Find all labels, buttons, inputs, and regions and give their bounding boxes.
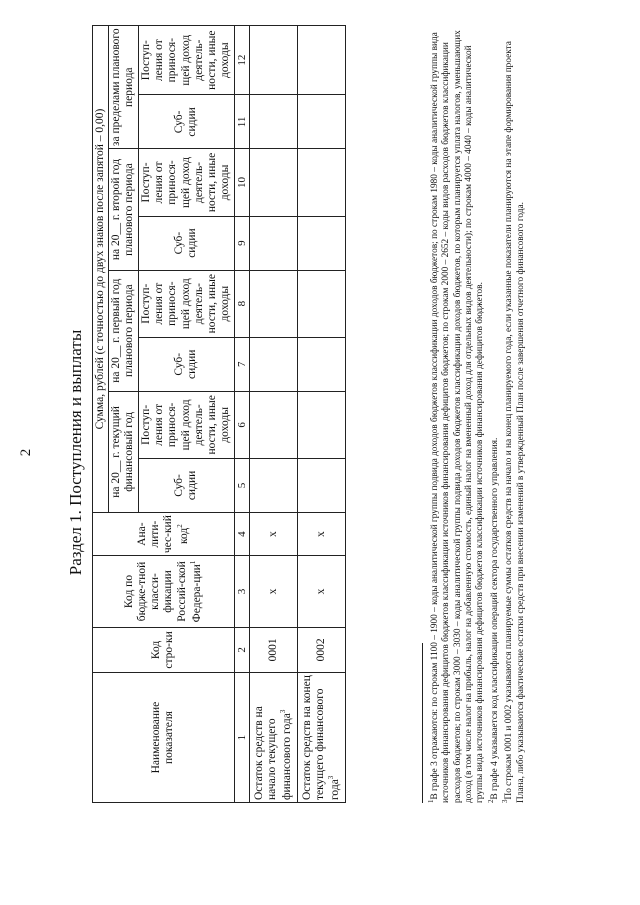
header-period-first: на 20__ г. первый год планового периода <box>109 270 138 391</box>
sub-subsidies: Суб-сидии <box>138 95 234 149</box>
value-cell[interactable] <box>250 95 298 149</box>
sub-income: Поступ-ления от принося-щей доход деятель-ности, иные доходы <box>138 26 234 95</box>
value-cell[interactable] <box>250 216 298 270</box>
section-title: Раздел 1. Поступления и выплаты <box>66 329 85 576</box>
payments-table <box>92 25 346 803</box>
row-analytic: x <box>298 513 346 556</box>
value-cell[interactable] <box>250 337 298 391</box>
footnote-rule <box>422 643 423 803</box>
column-number: 11 <box>234 95 250 149</box>
value-cell[interactable] <box>298 26 346 95</box>
row-budget-code: x <box>250 556 298 627</box>
footnote-3: $^3$По строкам 0001 и 0002 указываются планируемые суммы остатков средств на начало и на конец планируемого года, если указанные показатели планируются на этапе формирования проекта Плана, либо указываются фактические остатки средств при внесении изменений в утвержденный План после завершения отчетного финансового года. <box>501 41 526 803</box>
table-row <box>298 26 346 803</box>
row-name: Остаток средств на начало текущего финансового года$^3$ <box>250 673 298 803</box>
value-cell[interactable] <box>250 270 298 337</box>
row-name: Остаток средств на конец текущего финансового года$^3$ <box>298 673 346 803</box>
value-cell[interactable] <box>250 149 298 216</box>
value-cell[interactable] <box>298 458 346 512</box>
column-number: 8 <box>234 270 250 337</box>
row-budget-code: x <box>298 556 346 627</box>
value-cell[interactable] <box>298 216 346 270</box>
row-code: 0002 <box>298 627 346 672</box>
column-number: 7 <box>234 337 250 391</box>
value-cell[interactable] <box>298 337 346 391</box>
sub-subsidies: Суб-сидии <box>138 458 234 512</box>
value-cell[interactable] <box>298 149 346 216</box>
sub-subsidies: Суб-сидии <box>138 216 234 270</box>
value-cell[interactable] <box>250 26 298 95</box>
column-numbers-row <box>234 26 250 803</box>
row-analytic: x <box>250 513 298 556</box>
column-number: 9 <box>234 216 250 270</box>
footnote-2: $^2$В графе 4 указывается код классификации операций сектора государственного управления. <box>486 437 500 803</box>
column-number: 4 <box>234 513 250 556</box>
sub-subsidies: Суб-сидии <box>138 337 234 391</box>
header-period-second: на 20__ г. второй год планового периода <box>109 149 138 270</box>
column-number: 5 <box>234 458 250 512</box>
value-cell[interactable] <box>298 95 346 149</box>
row-code: 0001 <box>250 627 298 672</box>
column-number: 1 <box>234 673 250 803</box>
value-cell[interactable] <box>250 458 298 512</box>
column-number: 2 <box>234 627 250 672</box>
page-number: 2 <box>18 448 34 457</box>
value-cell[interactable] <box>298 391 346 458</box>
header-name: Наименование показателя <box>93 673 235 803</box>
column-number: 3 <box>234 556 250 627</box>
header-code: Код стро-ки <box>93 627 235 672</box>
footnotes <box>422 23 527 803</box>
value-cell[interactable] <box>298 270 346 337</box>
header-period-current: на 20__ г. текущий финансовый год <box>109 391 138 512</box>
sub-income: Поступ-ления от принося-щей доход деятель-ности, иные доходы <box>138 391 234 458</box>
column-number: 12 <box>234 26 250 95</box>
sub-income: Поступ-ления от принося-щей доход деятель-ности, иные доходы <box>138 270 234 337</box>
header-analytic: Ана-лити-чес-кий код$^2$ <box>93 513 235 556</box>
header-sum: Сумма, рублей (с точностью до двух знаков после запятой – 0,00) <box>93 26 109 513</box>
header-budget-code: Код по бюдже-тной класси-фикации Россий-ской Федера-ции$^1$ <box>93 556 235 627</box>
column-number: 10 <box>234 149 250 216</box>
column-number: 6 <box>234 391 250 458</box>
value-cell[interactable] <box>250 391 298 458</box>
header-period-beyond: за пределами планового периода <box>109 26 138 149</box>
sub-income: Поступ-ления от принося-щей доход деятель-ности, иные доходы <box>138 149 234 216</box>
footnote-1: $^1$В графе 3 отражаются: по строкам 1100 – 1900 – коды аналитической группы подвида доходов бюджетов классификации доходов бюджетов; по строкам 1980 – коды аналитической группы вида источников финансирования дефицитов бюджетов классификации источников финансирования дефицитов бюджетов; по строкам 2000 – 2652 – коды видов расходов бюджетов классификации расходов бюджетов; по строкам 3000 – 3030 – коды аналитической группы подвида доходов бюджетов классификации доходов бюджетов, по которым планируется уплата налогов, уменьшающих доход (в том числе налог на прибыль, налог на добавленную стоимость, единый налог на вмененный доход для отдельных видов деятельности); по строкам 4000 – 4040 – коды аналитической группы вида источников финансирования дефицитов бюджетов классификации источников финансирования дефицитов бюджетов. <box>427 30 486 803</box>
table-row <box>250 26 298 803</box>
